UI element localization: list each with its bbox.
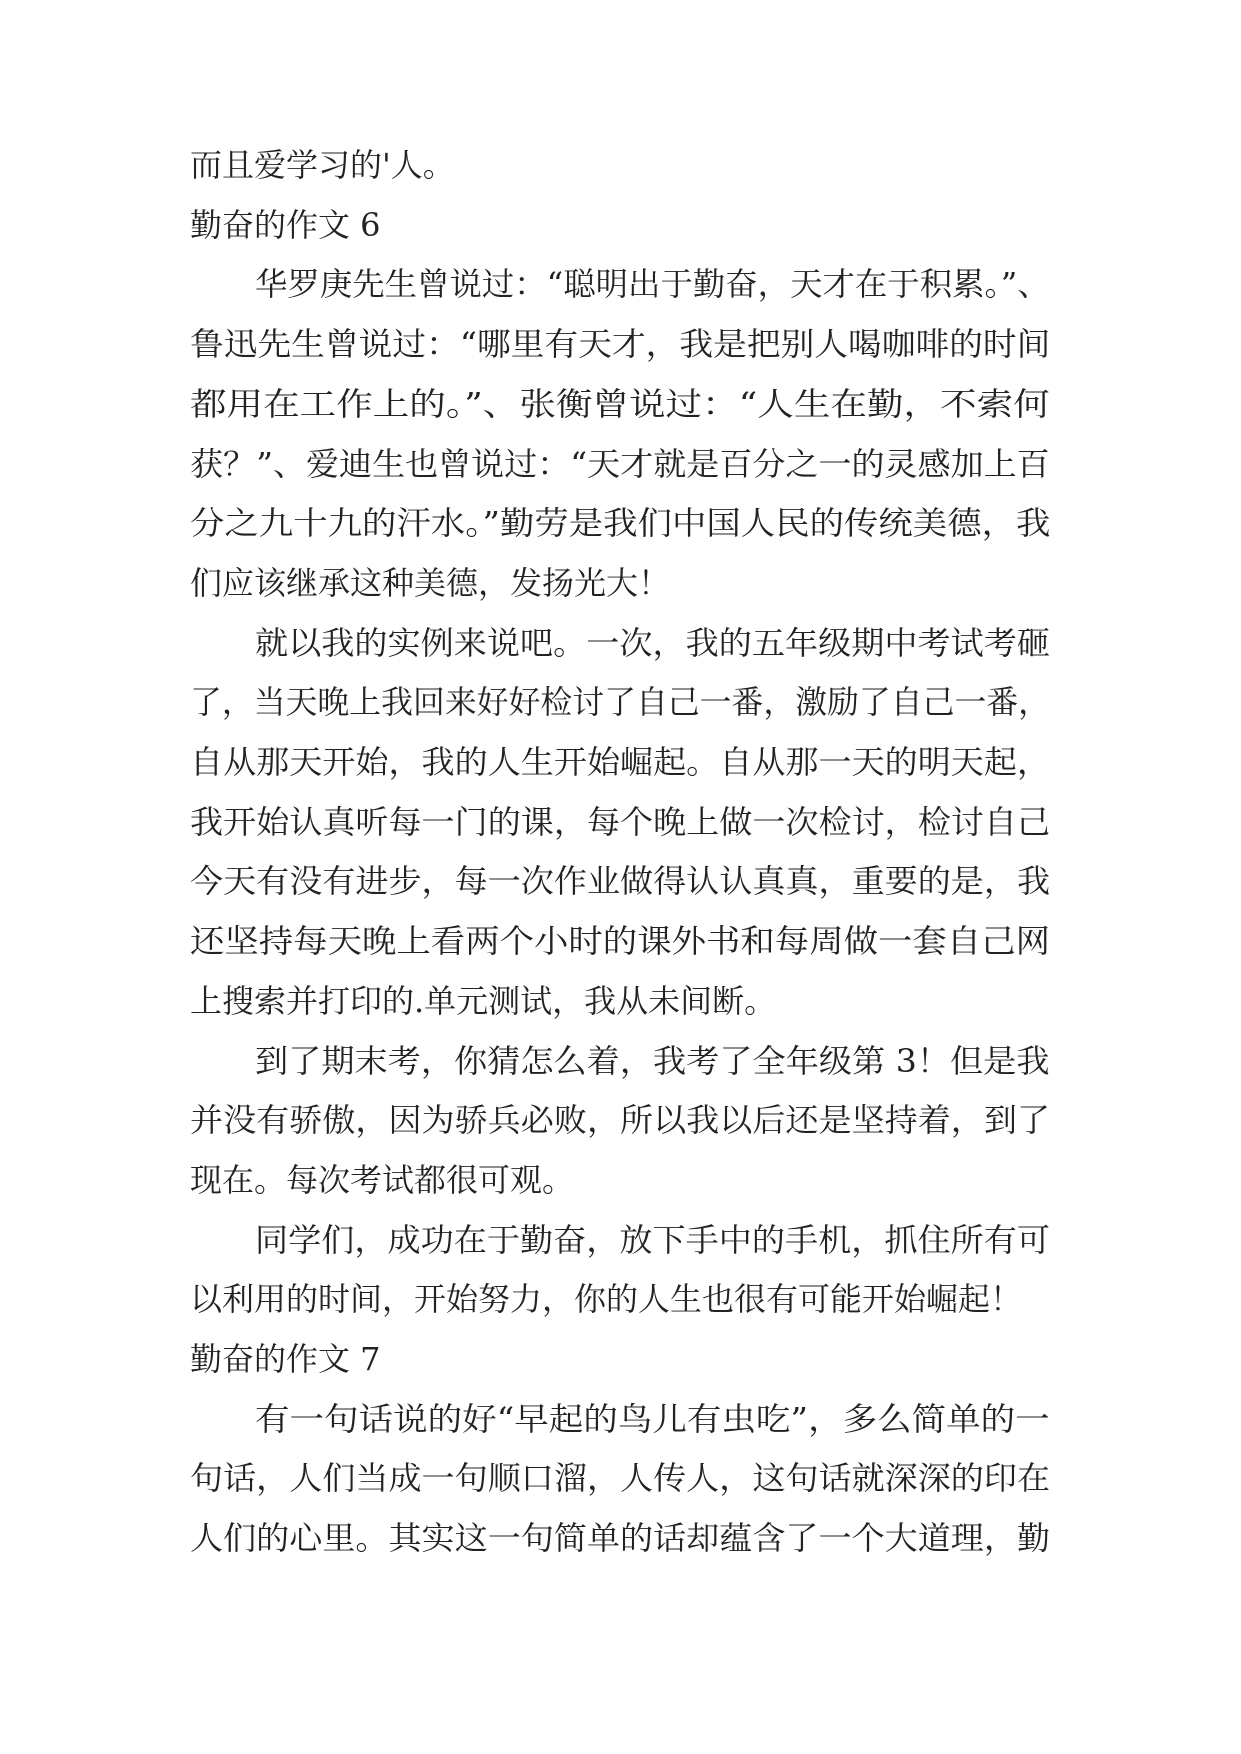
text-line: 分之九十九的汗水。”勤劳是我们中国人民的传统美德，我 xyxy=(190,504,1051,543)
text-line: 都用在工作上的。”、张衡曾说过：“人生在勤，不索何 xyxy=(190,384,1050,423)
text-line: 自从那天开始，我的人生开始崛起。自从那一天的明天起， xyxy=(190,743,1051,781)
text-line: 人们的心里。其实这一句简单的话却蕴含了一个大道理，勤 xyxy=(190,1519,1051,1558)
text-line: 以利用的时间，开始努力，你的人生也很有可能开始崛起！ xyxy=(190,1280,1023,1319)
text-line: 现在。每次考试都很可观。 xyxy=(190,1160,575,1199)
text-line: 获？”、爱迪生也曾说过：“天才就是百分之一的灵感加上百 xyxy=(190,444,1050,483)
paragraph-first-line: 同学们，成功在于勤奋，放下手中的手机，抓住所有可 xyxy=(255,1220,1051,1259)
section-heading: 勤奋的作文 6 xyxy=(190,205,381,244)
section-heading: 勤奋的作文 7 xyxy=(190,1340,381,1378)
paragraph-first-line: 到了期末考，你猜怎么着，我考了全年级第 3！但是我 xyxy=(255,1041,1050,1080)
paragraph-first-line: 有一句话说的好“早起的鸟儿有虫吃”，多么简单的一 xyxy=(255,1399,1050,1438)
text-line: 而且爱学习的'人。 xyxy=(190,146,455,184)
paragraph-first-line: 就以我的实例来说吧。一次，我的五年级期中考试考砸 xyxy=(255,623,1051,662)
text-line: 上搜索并打印的.单元测试，我从未间断。 xyxy=(190,981,777,1020)
text-line: 并没有骄傲，因为骄兵必败，所以我以后还是坚持着，到了 xyxy=(190,1101,1051,1140)
text-line: 鲁迅先生曾说过：“哪里有天才，我是把别人喝咖啡的时间 xyxy=(190,325,1051,364)
text-line: 们应该继承这种美德，发扬光大！ xyxy=(190,563,671,602)
text-line: 句话，人们当成一句顺口溜，人传人，这句话就深深的印在 xyxy=(190,1459,1051,1498)
text-line: 了，当天晚上我回来好好检讨了自己一番，激励了自己一番， xyxy=(190,683,1051,722)
paragraph-first-line: 华罗庚先生曾说过：“聪明出于勤奋，天才在于积累。”、 xyxy=(255,265,1050,304)
text-line: 我开始认真听每一门的课，每个晚上做一次检讨，检讨自己 xyxy=(190,802,1051,841)
text-line: 还坚持每天晚上看两个小时的课外书和每周做一套自己网 xyxy=(190,922,1051,961)
text-line: 今天有没有进步，每一次作业做得认认真真，重要的是，我 xyxy=(190,862,1051,901)
